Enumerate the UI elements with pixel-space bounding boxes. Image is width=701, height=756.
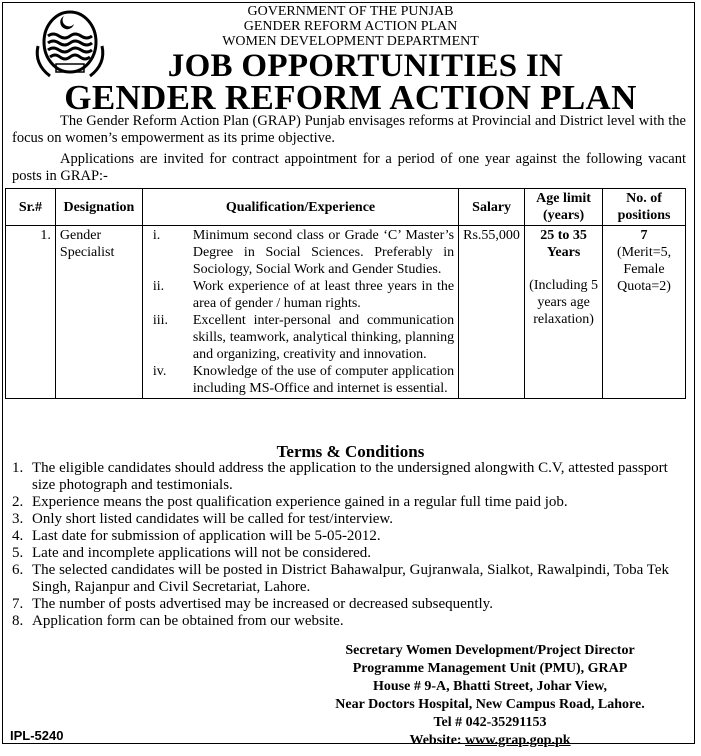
terms-num: 2. (12, 494, 24, 510)
header-positions: No. of positions (603, 189, 686, 226)
header-line-department: WOMEN DEVELOPMENT DEPARTMENT (222, 34, 479, 49)
terms-item (12, 460, 688, 494)
terms-text: Experience means the post qualification experience gained in a regular full time paid job. (32, 494, 568, 510)
qualification-text: Excellent inter-personal and communication skills, teamwork, analytical thinking, planning and organizing, creativity and innovation. (192, 313, 455, 362)
qualification-cell (142, 226, 458, 399)
qualification-item (147, 312, 454, 363)
terms-item (12, 613, 688, 630)
contact-phone: Tel # 042-35291153 (433, 715, 547, 730)
terms-text: Late and incomplete applications will not be considered. (32, 545, 372, 561)
qualification-text: Work experience of at least three years in the area of gender / human rights. (192, 279, 455, 311)
terms-item (12, 528, 688, 545)
terms-item (12, 596, 688, 613)
header-line-grap: GENDER REFORM ACTION PLAN (243, 19, 458, 34)
qualification-num: iii. (152, 313, 169, 328)
contact-unit: Programme Management Unit (PMU), GRAP (352, 661, 628, 676)
qualification-num: i. (152, 228, 161, 243)
terms-text: Last date for submission of application will be 5-05-2012. (32, 528, 381, 544)
title-line-1: JOB OPPORTUNITIES IN (167, 48, 564, 84)
intro-text: The Gender Reform Action Plan (GRAP) Punjab envisages reforms at Provincial and District level with the focus on women’s empowerment as its prime objective. (12, 113, 686, 146)
qualification-item (147, 278, 454, 312)
website-link[interactable]: www.grap.gop.pk (465, 733, 571, 748)
terms-num: 3. (12, 511, 24, 527)
qualification-num: iv. (152, 364, 167, 379)
terms-text: The selected candidates will be posted in District Bahawalpur, Gujranwala, Sialkot, Rawalpindi, Toba Tek Singh, Rajanpur and Civil Secretariat, Lahore. (32, 562, 669, 595)
contact-website (290, 732, 690, 750)
sr-cell: 1. (6, 226, 56, 399)
table-row (6, 226, 686, 399)
terms-text: Only short listed candidates will be called for test/interview. (32, 511, 394, 527)
terms-item (12, 545, 688, 562)
terms-num: 1. (12, 460, 24, 476)
terms-num: 4. (12, 528, 24, 544)
header-sr: Sr.# (6, 189, 56, 226)
positions-note: (Merit=5, Female Quota=2) (616, 245, 672, 294)
terms-num: 8. (12, 613, 24, 629)
terms-list (12, 460, 688, 630)
salary-cell: Rs.55,000 (459, 226, 525, 399)
terms-text: Application form can be obtained from our website. (32, 613, 344, 629)
terms-text: The number of posts advertised may be increased or decreased subsequently. (32, 596, 493, 612)
qualification-text: Knowledge of the use of computer application including MS-Office and internet is essential. (192, 364, 455, 396)
positions-cell (603, 226, 686, 399)
header-designation: Designation (55, 189, 142, 226)
table-header-row (6, 189, 686, 226)
qualification-text: Minimum second class or Grade ‘C’ Master’s Degree in Social Sciences. Preferably in Sociology, Social Work and Gender Studies. (192, 228, 455, 277)
age-cell (525, 226, 603, 399)
header-age-limit: Age limit (years) (525, 189, 603, 226)
designation-cell: Gender Specialist (55, 226, 142, 399)
header-line-government: GOVERNMENT OF THE PUNJAB (247, 4, 454, 19)
age-range: 25 to 35 Years (540, 228, 587, 260)
applications-text: Applications are invited for contract appointment for a period of one year against the following vacant posts in GRAP:- (12, 151, 686, 184)
qualification-num: ii. (152, 279, 165, 294)
contact-address-2: Near Doctors Hospital, New Campus Road, Lahore. (335, 697, 645, 712)
contact-block (290, 642, 690, 750)
positions-count: 7 (640, 228, 648, 243)
terms-num: 6. (12, 562, 24, 578)
qualification-item (147, 363, 454, 397)
website-label: Website: (409, 733, 466, 748)
terms-text: The eligible candidates should address the application to the undersigned alongwith C.V, attested passport size photograph and testimonials. (32, 460, 668, 493)
title-line-2: GENDER REFORM ACTION PLAN (64, 78, 637, 117)
age-note: (Including 5 years age relaxation) (529, 278, 598, 327)
applications-paragraph (12, 151, 686, 185)
header-salary: Salary (459, 189, 525, 226)
terms-num: 5. (12, 545, 24, 561)
terms-item (12, 562, 688, 596)
intro-paragraph (12, 113, 686, 147)
qualification-item (147, 227, 454, 278)
contact-address-1: House # 9-A, Bhatti Street, Johar View, (373, 679, 607, 694)
contact-title: Secretary Women Development/Project Director (345, 643, 635, 658)
ad-reference-code: IPL-5240 (10, 728, 64, 743)
terms-item (12, 511, 688, 528)
header-qualification: Qualification/Experience (142, 189, 458, 226)
vacancy-table (5, 188, 686, 399)
terms-item (12, 494, 688, 511)
terms-title: Terms & Conditions (276, 442, 425, 461)
terms-num: 7. (12, 596, 24, 612)
